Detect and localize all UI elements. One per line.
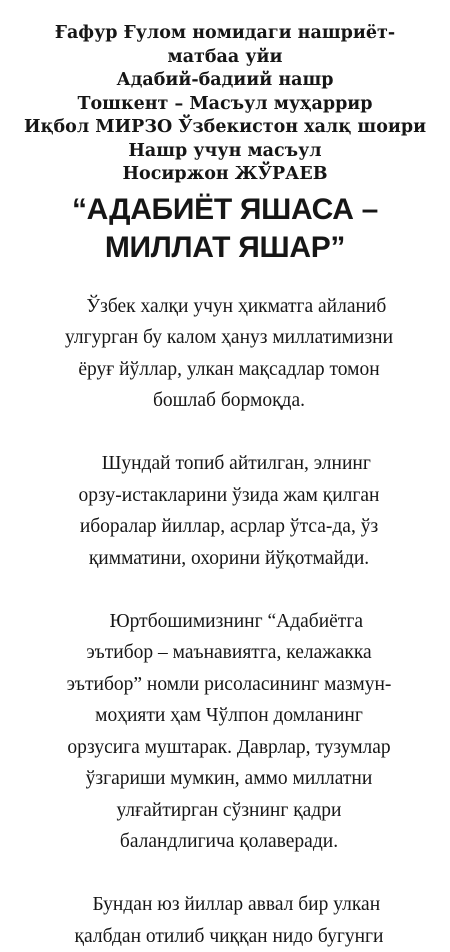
article-title [0, 191, 450, 267]
paragraph [22, 606, 436, 858]
paragraph [22, 448, 436, 574]
header-line: Носиржон ЖЎРАЕВ [0, 163, 450, 187]
text-line: баландлигича қолаверади. [22, 826, 436, 858]
header-line: матбаа уйи [0, 46, 450, 70]
header-line: Нашр учун масъул [0, 140, 450, 164]
text-line: қалбдан отилиб чиққан нидо бугунги [22, 921, 436, 952]
header-line: Тошкент – Масъул муҳаррир [0, 93, 450, 117]
header-line: Иқбол МИРЗО Ўзбекистон халқ шоири [0, 116, 450, 140]
header-line: Адабий-бадиий нашр [0, 69, 450, 93]
text-line: Ўзбек халқи учун ҳикматга айланиб [22, 291, 436, 323]
text-line: эътибор” номли рисоласининг мазмун- [22, 669, 436, 701]
text-line: орзусига муштарак. Даврлар, тузумлар [22, 732, 436, 764]
text-line: улгурган бу калом ҳануз миллатимизни [22, 322, 436, 354]
text-line: моҳияти ҳам Чўлпон домланинг [22, 700, 436, 732]
title-line: МИЛЛАТ ЯШАР” [0, 229, 450, 267]
text-line: Шундай топиб айтилган, элнинг [22, 448, 436, 480]
paragraph [22, 889, 436, 952]
article-body [0, 291, 450, 952]
text-line: Юртбошимизнинг “Адабиётга [22, 606, 436, 638]
text-line: қимматини, охорини йўқотмайди. [22, 543, 436, 575]
text-line: орзу-истакларини ўзида жам қилган [22, 480, 436, 512]
text-line: эътибор – маънавиятга, келажакка [22, 637, 436, 669]
text-line: ёруғ йўллар, улкан мақсадлар томон [22, 354, 436, 386]
header-line: Ғафур Ғулом номидаги нашриёт- [0, 22, 450, 46]
text-line: Бундан юз йиллар аввал бир улкан [22, 889, 436, 921]
title-line: “АДАБИЁТ ЯШАСА – [0, 191, 450, 229]
text-line: иборалар йиллар, асрлар ўтса-да, ўз [22, 511, 436, 543]
publisher-header [0, 0, 450, 187]
text-line: бошлаб бормоқда. [22, 385, 436, 417]
paragraph [22, 291, 436, 417]
text-line: ўзгариши мумкин, аммо миллатни [22, 763, 436, 795]
text-line: улғайтирган сўзнинг қадри [22, 795, 436, 827]
